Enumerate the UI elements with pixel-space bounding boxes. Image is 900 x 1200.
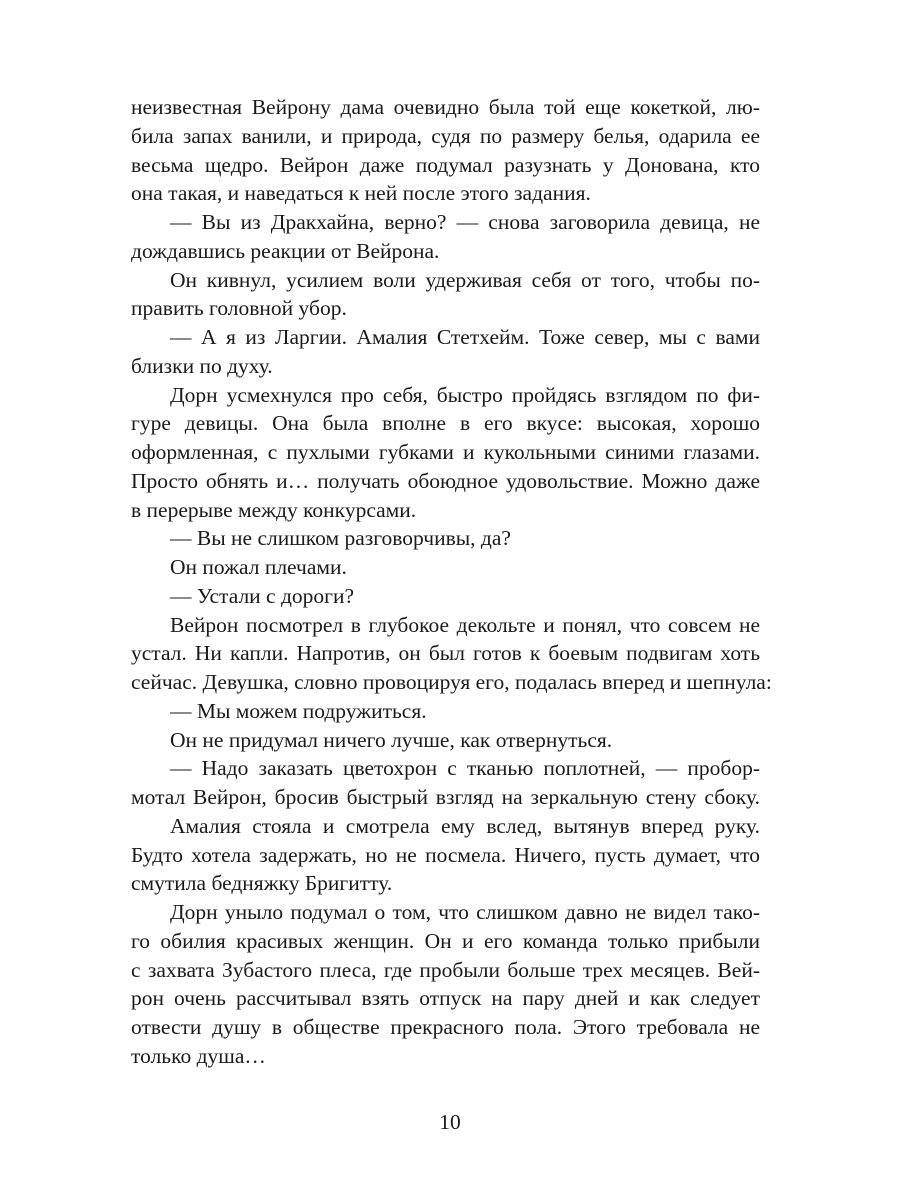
text-line: в перерыве между конкурсами. <box>131 497 417 522</box>
text-line: близки по духу. <box>131 353 273 378</box>
text-line: она такая, и наведаться к ней после этого задания. <box>131 181 591 206</box>
text-line: — Вы из Дракхайна, верно? — снова заговорила девица, не <box>170 210 760 234</box>
text-line: Просто обнять и… получать обоюдное удовольствие. Можно даже <box>131 468 760 493</box>
text-line: с захвата Зубастого плеса, где пробыли больше трех месяцев. Вей- <box>131 957 760 982</box>
text-line: сейчас. Девушка, словно провоцируя его, подалась вперед и шепнула: <box>131 670 772 694</box>
text-line: — Надо заказать цветохрон с тканью поплотней, — пробор- <box>170 756 760 781</box>
text-line: го обилия красивых женщин. Он и его команда только прибыли <box>131 928 760 953</box>
text-line: только душа… <box>131 1043 266 1068</box>
text-line: весьма щедро. Вейрон даже подумал разузнать у Донована, кто <box>131 152 760 177</box>
text-line: мотал Вейрон, бросив быстрый взгляд на зеркальную стену сбоку. <box>131 785 760 809</box>
text-line: отвести душу в обществе прекрасного пола. Этого требовала не <box>131 1015 760 1039</box>
page-body <box>131 93 772 1071</box>
text-line: Дорн уныло подумал о том, что слишком давно не видел тако- <box>170 900 760 924</box>
text-line: оформленная, с пухлыми губками и кукольными синими глазами. <box>131 440 760 464</box>
text-line: смутила бедняжку Бригитту. <box>131 871 393 896</box>
text-line: гуре девицы. Она была вполне в его вкусе: высокая, хорошо <box>131 411 760 436</box>
text-line: — Устали с дороги? <box>170 583 355 608</box>
text-line: Будто хотела задержать, но не посмела. Ничего, пусть думает, что <box>131 842 760 867</box>
text-line: — А я из Ларгии. Амалия Стетхейм. Тоже север, мы с вами <box>170 325 760 349</box>
text-line: рон очень рассчитывал взять отпуск на пару дней и как следует <box>131 986 760 1011</box>
text-line: править головной убор. <box>131 296 347 321</box>
text-line: устал. Ни капли. Напротив, он был готов к боевым подвигам хоть <box>131 641 760 666</box>
text-line: Он кивнул, усилием воли удерживая себя от того, чтобы по- <box>170 267 760 292</box>
text-line: — Вы не слишком разговорчивы, да? <box>170 526 511 551</box>
text-line: Он не придумал ничего лучше, как отвернуться. <box>170 727 613 752</box>
text-line: Дорн усмехнулся про себя, быстро пройдясь взглядом по фи- <box>170 382 760 407</box>
text-line: — Мы можем подружиться. <box>170 698 427 723</box>
text-line: Он пожал плечами. <box>170 555 347 579</box>
text-line: неизвестная Вейрону дама очевидно была той еще кокеткой, лю- <box>131 95 760 119</box>
text-line: дождавшись реакции от Вейрона. <box>131 238 440 263</box>
text-line: Амалия стояла и смотрела ему вслед, вытянув вперед руку. <box>170 813 760 838</box>
page-number: 10 <box>439 1110 461 1134</box>
text-line: Вейрон посмотрел в глубокое декольте и понял, что совсем не <box>170 612 760 637</box>
text-line: била запах ванили, и природа, судя по размеру белья, одарила ее <box>131 123 760 148</box>
